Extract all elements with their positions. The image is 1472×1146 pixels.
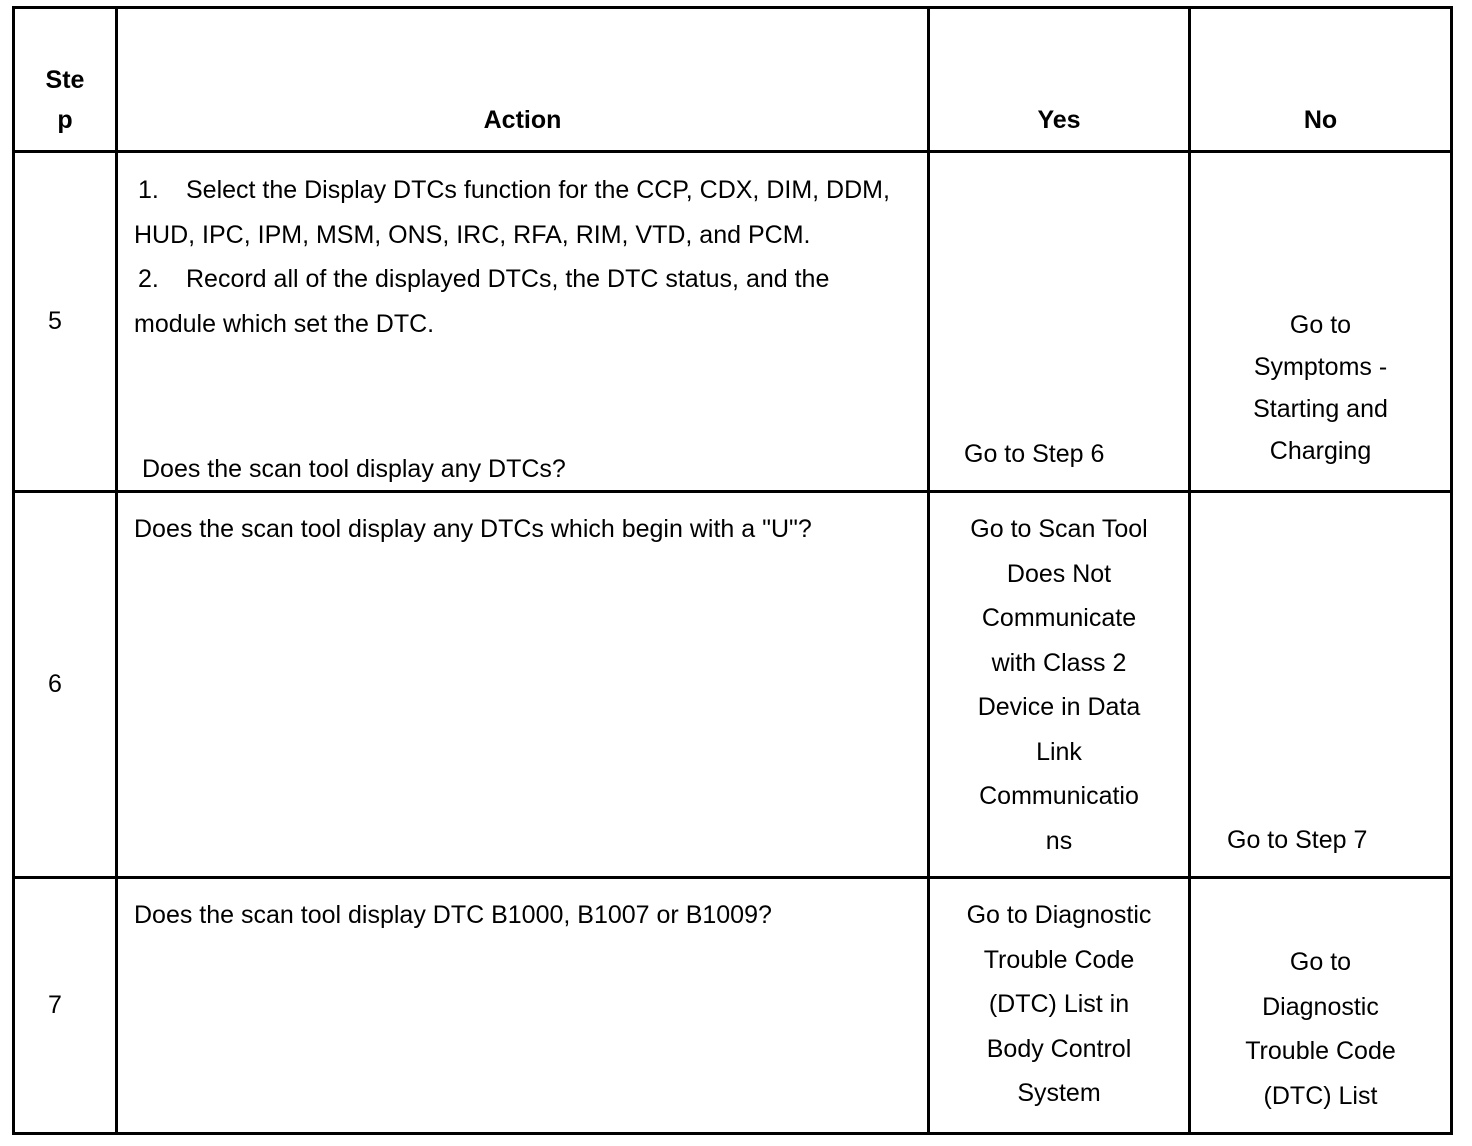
action-list — [134, 168, 907, 346]
action-cell — [117, 492, 929, 878]
step-number: 6 — [14, 492, 117, 878]
yes-cell — [929, 152, 1190, 492]
yes-result: Go to Diagnostic Trouble Code (DTC) List in Body Control System — [966, 901, 1152, 1107]
no-result: Go to Symptoms - Starting and Charging — [1253, 311, 1388, 465]
header-yes: Yes — [929, 8, 1190, 152]
action-cell — [117, 878, 929, 1134]
action-item: 2. Record all of the displayed DTCs, the DTC status, and the module which set the DTC. — [134, 265, 830, 338]
table-row — [14, 152, 1452, 492]
table-row — [14, 492, 1452, 878]
header-step: Step — [14, 8, 117, 152]
action-question: Does the scan tool display DTC B1000, B1007 or B1009? — [134, 901, 772, 929]
action-question: Does the scan tool display any DTCs which begin with a "U"? — [134, 515, 812, 543]
action-item: 1. Select the Display DTCs function for the CCP, CDX, DIM, DDM, HUD, IPC, IPM, MSM, ONS, IRC, RFA, RIM, VTD, and PCM. — [134, 176, 890, 249]
no-result: Go to Diagnostic Trouble Code (DTC) List — [1245, 948, 1396, 1110]
table-row — [14, 878, 1452, 1134]
yes-cell — [929, 878, 1190, 1134]
no-result: Go to Step 7 — [1227, 825, 1368, 854]
step-number: 5 — [14, 152, 117, 492]
yes-cell — [929, 492, 1190, 878]
header-no: No — [1190, 8, 1452, 152]
no-cell — [1190, 152, 1452, 492]
yes-result: Go to Scan Tool Does Not Communicate with Class 2 Device in Data Link Communicatio ns — [970, 515, 1148, 855]
no-cell — [1190, 492, 1452, 878]
action-question: Does the scan tool display any DTCs? — [142, 454, 566, 483]
header-row — [14, 8, 1452, 152]
diagnostic-table — [12, 6, 1453, 1135]
header-action: Action — [117, 8, 929, 152]
action-cell — [117, 152, 929, 492]
no-cell — [1190, 878, 1452, 1134]
yes-result: Go to Step 6 — [964, 439, 1105, 468]
step-number: 7 — [14, 878, 117, 1134]
